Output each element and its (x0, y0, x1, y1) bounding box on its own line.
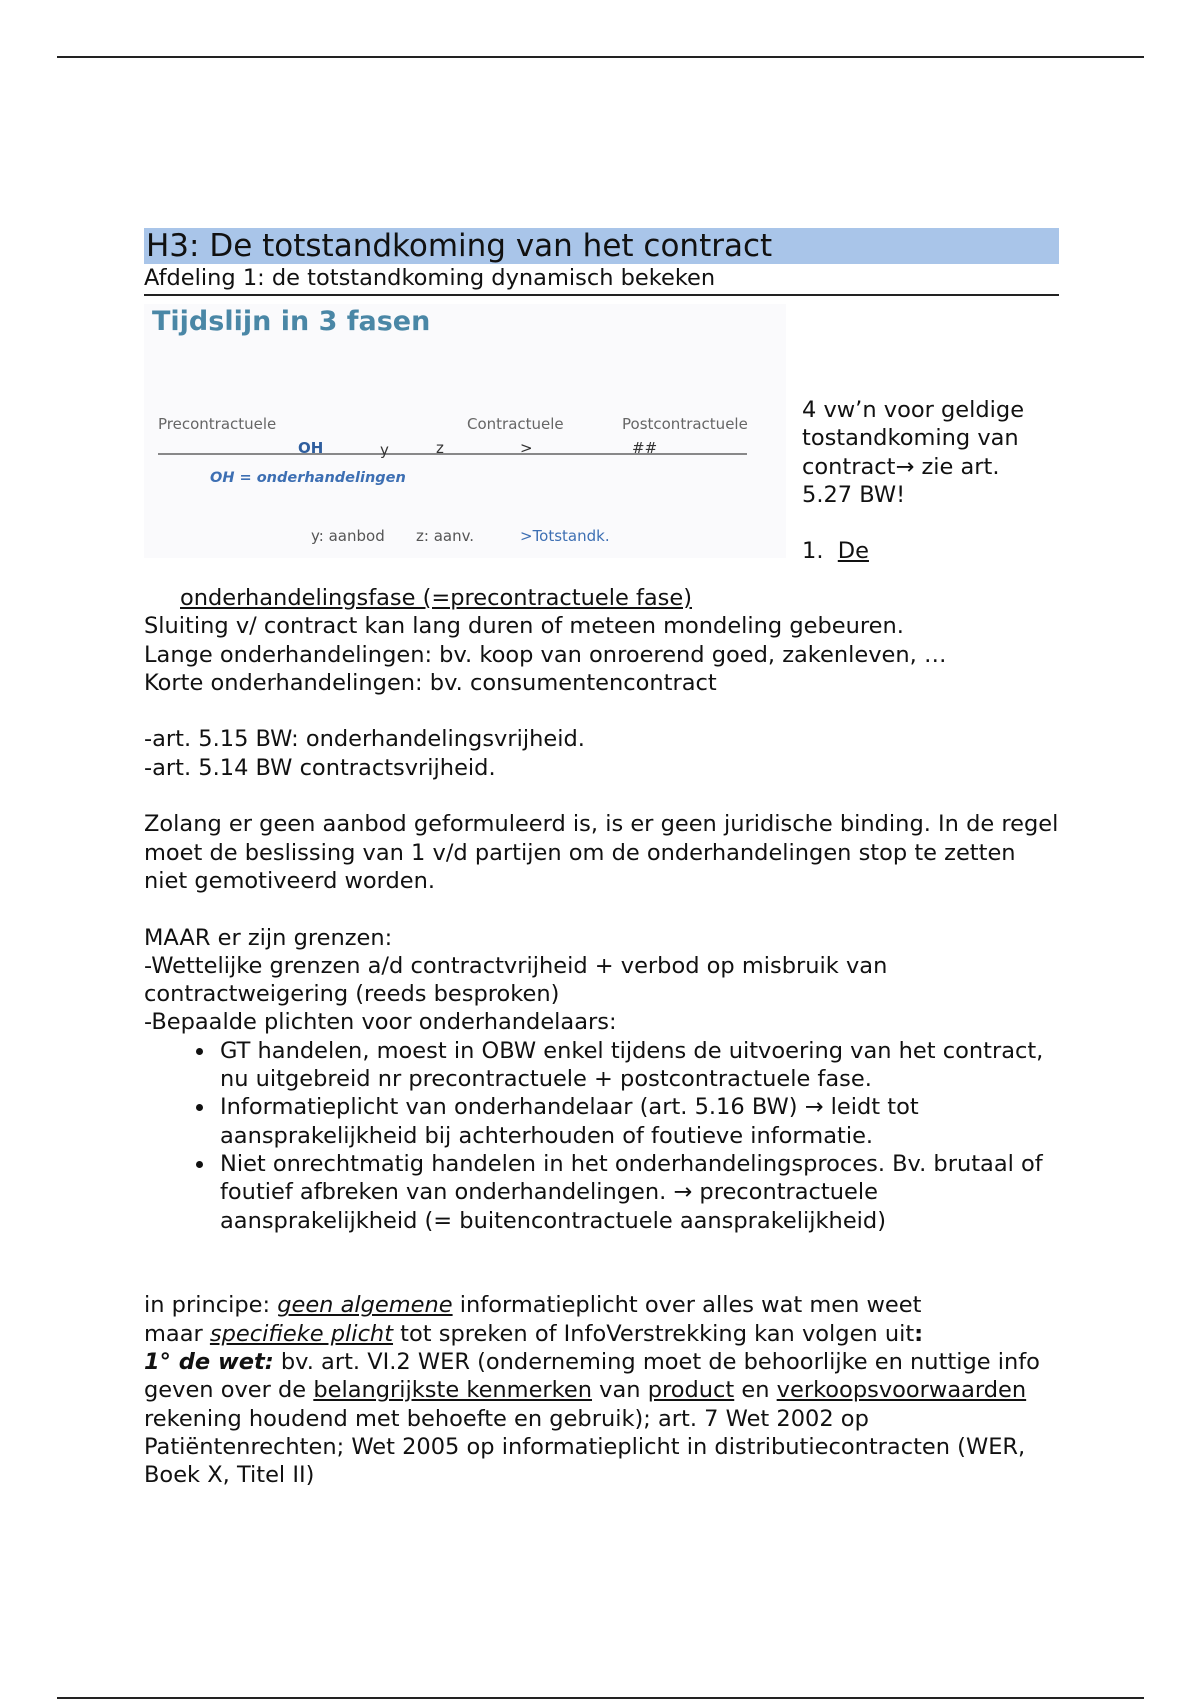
spacer (144, 1235, 1059, 1263)
figure-title: Tijdslijn in 3 fasen (152, 306, 431, 337)
text-run: : (914, 1320, 924, 1347)
text-run: en (734, 1377, 777, 1404)
paragraph: Zolang er geen aanbod geformuleerd is, is er geen juridische binding. In de regel moet de beslissing van 1 v/d partijen om de onderhandelingen stop te zetten niet gemotiveerd worden. (144, 811, 1059, 894)
spacer (144, 1263, 1059, 1291)
numbered-item (802, 537, 1052, 565)
text-run: tot spreken of InfoVerstrekking kan volgen uit (393, 1320, 915, 1347)
section-title-start: De (837, 538, 869, 565)
marker-totstandkoming: > (520, 439, 533, 457)
text-run: van (592, 1377, 648, 1404)
underlined-text: verkoopsvoorwaarden (776, 1377, 1027, 1404)
footer-rule (57, 1697, 1144, 1699)
bold-label: 1° de wet: (144, 1349, 274, 1376)
info-specific (144, 1320, 1059, 1348)
header-rule (57, 56, 1144, 58)
paragraph: -Wettelijke grenzen a/d contractvrijheid + verbod op misbruik van contractweigering (reeds besproken) (144, 952, 888, 1008)
marker-y: y (380, 441, 389, 459)
phase-label-precontractual: Precontractuele (158, 415, 277, 433)
list-item: • Niet onrechtmatig handelen in het onderhandelingsproces. Bv. brutaal of foutief afbreken van onderhandelingen. → precontractuele aansprakelijkheid (= buitencontractuele aansprakelijkheid) (216, 1150, 1059, 1235)
list-number: 1. (802, 538, 824, 565)
legend-totstandkoming: >Totstandk. (520, 527, 610, 545)
text-run: in principe: (144, 1292, 278, 1319)
underlined-text: belangrijkste kenmerken (313, 1377, 593, 1404)
document-body (144, 228, 1059, 1490)
phase-label-postcontractual: Postcontractuele (622, 415, 748, 433)
legend-z: z: aanv. (416, 527, 475, 545)
phase-label-contractual: Contractuele (467, 415, 564, 433)
spacer (144, 895, 1059, 923)
chapter-heading: H3: De totstandkoming van het contract (144, 228, 1059, 264)
timeline-figure (144, 304, 786, 558)
marker-z: z (436, 439, 444, 457)
list-item: • GT handelen, moest in OBW enkel tijdens de uitvoering van het contract, nu uitgebreid nr precontractuele + postcontractuele fase. (216, 1037, 1059, 1094)
side-note: 4 vw’n voor geldige tostandkoming van contract→ zie art. 5.27 BW! (802, 397, 1025, 508)
figure-definition: OH = onderhandelingen (210, 470, 406, 486)
paragraph: -art. 5.14 BW contractsvrijheid. (144, 754, 496, 781)
marker-end: ## (632, 439, 658, 457)
text-run: maar (144, 1320, 210, 1347)
text-run: bv. art. VI.2 WER (onderneming moet de behoorlijke en nuttige info geven over de (144, 1349, 1040, 1404)
info-law (144, 1348, 1059, 1489)
paragraph: Sluiting v/ contract kan lang duren of meteen mondeling gebeuren. (144, 613, 904, 640)
text-run: informatieplicht over alles wat men weet (452, 1292, 922, 1319)
section-subheading: Afdeling 1: de totstandkoming dynamisch bekeken (144, 264, 1059, 296)
legend-y: y: aanbod (311, 527, 385, 545)
paragraph: -art. 5.15 BW: onderhandelingsvrijheid. (144, 726, 585, 753)
paragraph: -Bepaalde plichten voor onderhandelaars: (144, 1009, 617, 1036)
underlined-text: product (647, 1377, 735, 1404)
emphasis-text: geen algemene (277, 1292, 453, 1319)
figure-row (144, 296, 1059, 586)
spacer (144, 697, 1059, 725)
timeline-line (144, 304, 786, 558)
text-run: rekening houdend met behoefte en gebruik); art. 7 Wet 2002 op Patiëntenrechten; Wet 2005 op informatieplicht in distributiecontracten (WER, Boek X, Titel II) (144, 1405, 1026, 1489)
paragraph: Korte onderhandelingen: bv. consumentencontract (144, 669, 717, 696)
list-item: • Informatieplicht van onderhandelaar (art. 5.16 BW) → leidt tot aansprakelijkheid bij achterhouden of foutieve informatie. (216, 1093, 1059, 1150)
spacer (144, 782, 1059, 810)
section-title-continued: onderhandelingsfase (=precontractuele fase) (180, 585, 692, 611)
obligations-list (144, 1037, 1059, 1235)
info-principle (144, 1291, 1059, 1319)
marker-oh: OH (298, 439, 324, 457)
emphasis-text: specifieke plicht (209, 1320, 394, 1347)
paragraph: MAAR er zijn grenzen: (144, 924, 393, 951)
side-note-column (802, 396, 1052, 565)
paragraph: Lange onderhandelingen: bv. koop van onroerend goed, zakenleven, … (144, 641, 947, 668)
